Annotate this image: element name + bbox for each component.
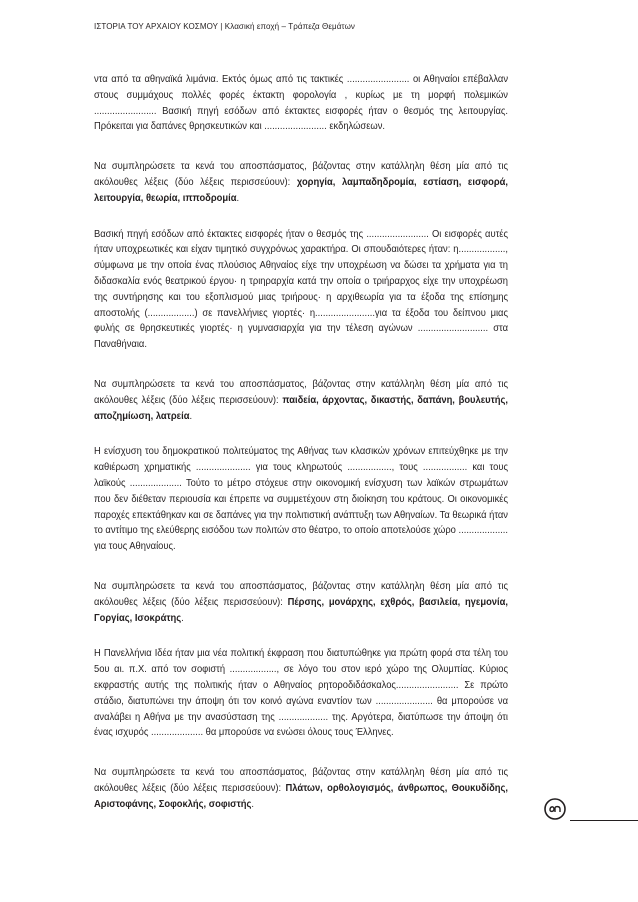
word-list: παιδεία, άρχοντας, δικαστής, δαπάνη, βουλευτής, αποζημίωση, λατρεία [94,394,508,422]
exercise-2-passage: Η ενίσχυση του δημοκρατικού πολιτεύματος της Αθήνας των κλασικών χρόνων επιτεύχθηκε με την καθιέρωση χρηματικής ..................... για τους κληρωτούς ................., τους ................. και τους λαϊκούς .................... Τούτο το μέτρο στόχευε στην οικονομική ενίσχυση των λαϊκών στρωμάτων που δεν διέθεταν περιουσία και έπρεπε να συμμετέχουν στη διοίκηση του κράτους. Οι οικονομικές παροχές επεκτάθηκαν και σε δαπάνες για την πολιτιστική ανάπτυξη των Αθηναίων. Τα θεωρικά ήταν το αντίτιμο της ελεύθερης εισόδου των πολιτών στο θέατρο, το οποίο αποτελούσε χώρο ................... για τους Αθηναίους. [94,446,508,553]
instruction-end: . [189,410,193,422]
instruction-text: Να συμπληρώσετε τα κενά του αποσπάσματος, βάζοντας στην κατάλληλη θέση μία από τις ακόλουθες λέξεις (δύο λέξεις περισσεύουν): [94,767,508,794]
exercise-2-instruction [94,377,508,424]
exercise-3-passage: Η Πανελλήνια Ιδέα ήταν μια νέα πολιτική έκφραση που διατυπώθηκε για πρώτη φορά στα τέλη του 5ου αι. π.Χ. από τον σοφιστή .................., σε λόγο του στον ιερό χώρο της Ολυμπίας. Κύριος εκφραστής αυτής της πολιτικής ήταν ο Αθηναίος ρητοροδιδάσκαλος........................ Σε πρώτο στάδιο, διατυπώνει την άποψη ότι τον κοινό αγώνα εναντίον των ...................... θα μπορούσε να αναλάβει η Αθήνα με την ανασύσταση της ................... της. Αργότερα, διατύπωσε την άποψη ότι ένας ισχυρός .................... θα μπορούσε να ενώσει όλους τους Έλληνες. [94,648,508,739]
publisher-logo-icon [544,798,566,820]
instruction-text: Να συμπληρώσετε τα κενά του αποσπάσματος, βάζοντας στην κατάλληλη θέση μία από τις ακόλουθες λέξεις (δύο λέξεις περισσεύουν): [94,378,508,406]
exercise-3-instruction [94,579,508,626]
page-content [94,72,508,812]
running-header: ΙΣΤΟΡΙΑ ΤΟΥ ΑΡΧΑΙΟΥ ΚΟΣΜΟΥ | Κλασική εποχή – Τράπεζα Θεμάτων [94,22,356,31]
footer-rule [570,820,638,821]
exercise-4-instruction [94,765,508,812]
exercise-1-instruction [94,159,508,206]
exercise-1-passage: Βασική πηγή εσόδων από έκτακτες εισφορές ήταν ο θεσμός της ........................ Οι εισφορές αυτές ήταν υποχρεωτικές και είχαν τιμητικό συγχρόνως χαρακτήρα. Οι σπουδαιότερες ήταν: η.................., σύμφωνα με την οποία ένας πλούσιος Αθηναίος είχε την υποχρέωση να δώσει τα χρήματα για τη διδασκαλία ενός θεατρικού έργου· η τριηραρχία κατά την οποία ο τριήραρχος είχε την υποχρέωση της συντήρησης και του εξοπλισμού μιας τριήρους· η αρχιθεωρία για τα έξοδα της επίσημης αποστολής (..................) σε πανελλήνιες γιορτές· η.......................για τα έξοδα του δείπνου μιας φυλής σε θρησκευτικές γιορτές· η γυμνασιαρχία για την τέλεση αγώνων ........................... στα Παναθήναια. [94,228,508,351]
instruction-end: . [181,612,184,624]
instruction-text: Να συμπληρώσετε τα κενά του αποσπάσματος, βάζοντας στην κατάλληλη θέση μία από τις ακόλουθες λέξεις (δύο λέξεις περισσεύουν): [94,161,508,188]
instruction-end: . [251,798,255,810]
word-list: Πέρσης, μονάρχης, εχθρός, βασιλεία, ηγεμονία, Γοργίας, Ισοκράτης [94,596,508,624]
instruction-end: . [236,192,240,204]
intro-paragraph: ντα από τα αθηναϊκά λιμάνια. Εκτός όμως από τις τακτικές ........................ οι Αθηναίοι επέβαλλαν στους συμμάχους πολλές φορές έκτακτη φορολογία , κυρίως με τη μορφή πολεμικών ........................ Βασική πηγή εσόδων από έκτακτες εισφορές ήταν ο θεσμός της λειτουργίας. Πρόκειται για δαπάνες θρησκευτικών και ........................ εκδηλώσεων. [94,74,508,133]
word-list: χορηγία, λαμπαδηδρομία, εστίαση, εισφορά, λειτουργία, θεωρία, ιπποδρομία [94,176,508,204]
word-list: Πλάτων, ορθολογισμός, άνθρωπος, Θουκυδίδης, Αριστοφάνης, Σοφοκλής, σοφιστής [94,782,508,810]
instruction-text: Να συμπληρώσετε τα κενά του αποσπάσματος, βάζοντας στην κατάλληλη θέση μία από τις ακόλουθες λέξεις (δύο λέξεις περισσεύουν): [94,580,508,608]
